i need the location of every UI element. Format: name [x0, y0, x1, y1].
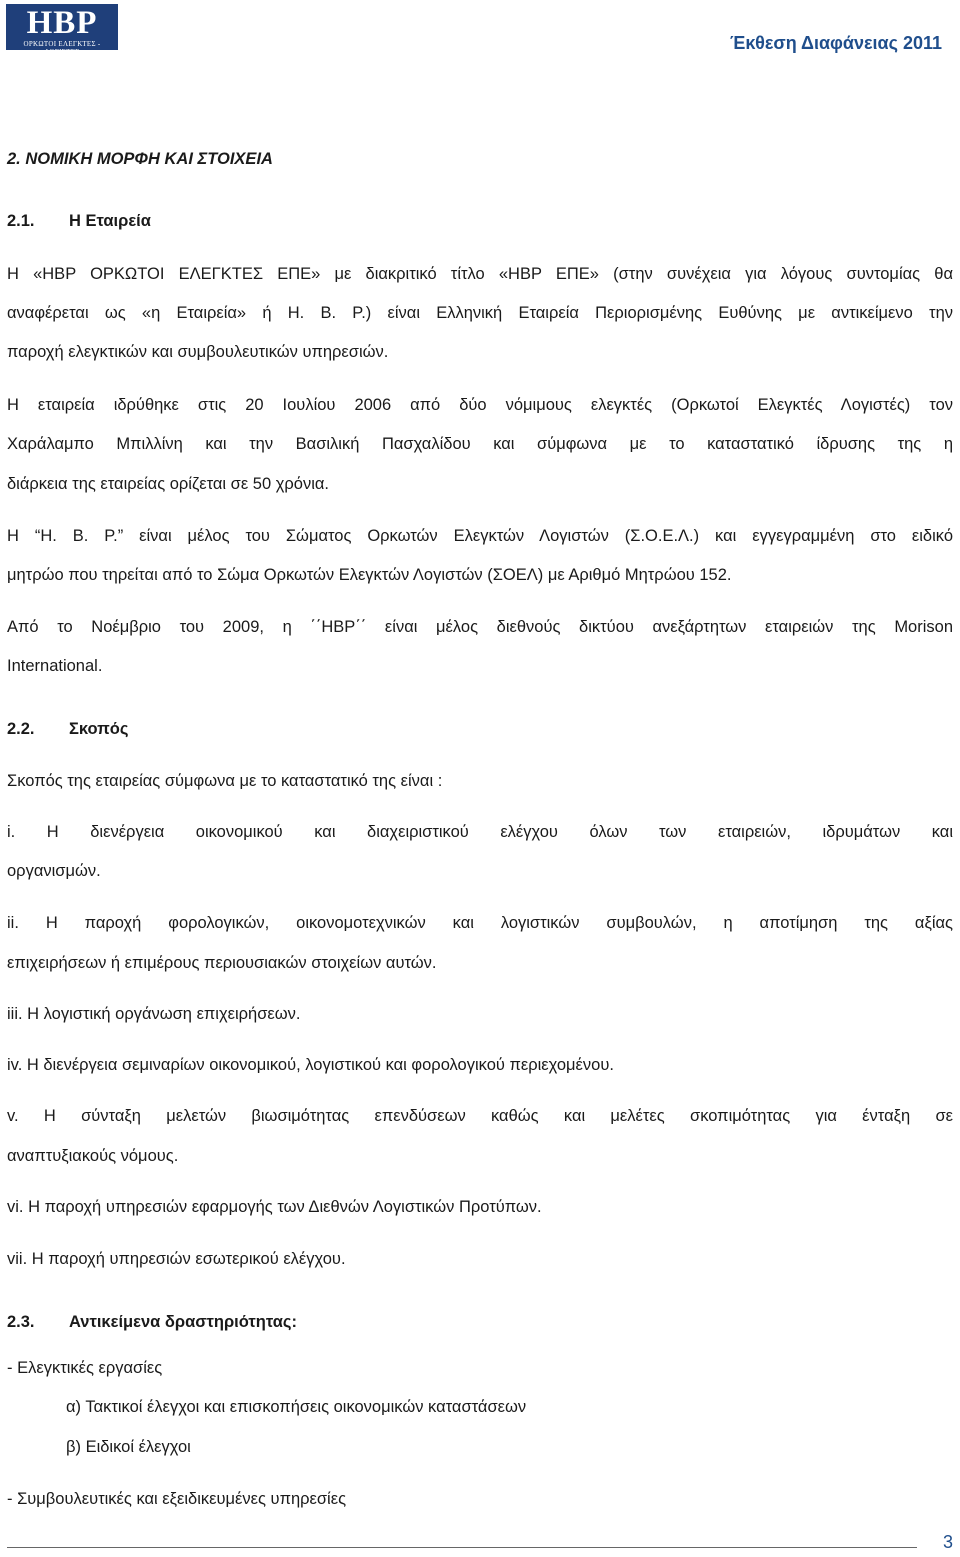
activity-subitem: β) Ειδικοί έλεγχοι — [66, 1438, 191, 1456]
section-heading: 2. ΝΟΜΙΚΗ ΜΟΡΦΗ ΚΑΙ ΣΤΟΙΧΕΙΑ — [7, 150, 273, 168]
subsection-2-2-heading — [7, 719, 128, 739]
paragraph-line: διάρκεια της εταιρείας ορίζεται σε 50 χρόνια. — [7, 475, 329, 493]
subsection-title: Αντικείμενα δραστηριότητας: — [69, 1313, 297, 1331]
page-header — [0, 0, 960, 60]
subsection-number: 2.3. — [7, 1313, 35, 1331]
activity-heading: - Συμβουλευτικές και εξειδικευμένες υπηρεσίες — [7, 1490, 347, 1508]
logo-subtitle: ΟΡΚΩΤΟΙ ΕΛΕΓΚΤΕΣ - ΛΟΓΙΣΤΕΣ — [23, 40, 101, 56]
subsection-number: 2.2. — [7, 720, 35, 738]
footer-divider — [7, 1547, 917, 1548]
hbp-logo — [6, 4, 118, 56]
paragraph-line: Χαράλαμπο Μπιλλίνη και την Βασιλική Πασχαλίδου και σύμφωνα με το καταστατικό ίδρυσης της η — [7, 435, 953, 453]
purpose-item-cont: οργανισμών. — [7, 862, 101, 880]
paragraph-line: παροχή ελεγκτικών και συμβουλευτικών υπηρεσιών. — [7, 343, 389, 361]
purpose-item: i. Η διενέργεια οικονομικού και διαχειριστικού ελέγχου όλων των εταιρειών, ιδρυμάτων και — [7, 823, 953, 841]
activity-subitem: α) Τακτικοί έλεγχοι και επισκοπήσεις οικονομικών καταστάσεων — [66, 1398, 527, 1416]
paragraph-line: Η «HBP ΟΡΚΩΤΟΙ ΕΛΕΓΚΤΕΣ ΕΠΕ» με διακριτικό τίτλο «HBP ΕΠΕ» (στην συνέχεια για λόγους συντομίας θα — [7, 265, 953, 283]
purpose-item-cont: επιχειρήσεων ή επιμέρους περιουσιακών στοιχείων αυτών. — [7, 954, 437, 972]
subsection-2-1-heading — [7, 211, 151, 231]
purpose-item: vii. Η παροχή υπηρεσιών εσωτερικού ελέγχου. — [7, 1250, 346, 1268]
paragraph-line: International. — [7, 657, 103, 675]
report-title: Έκθεση Διαφάνειας 2011 — [729, 33, 942, 53]
purpose-item: vi. Η παροχή υπηρεσιών εφαρμογής των Διεθνών Λογιστικών Προτύπων. — [7, 1198, 542, 1216]
subsection-number: 2.1. — [7, 212, 35, 230]
purpose-item: iv. Η διενέργεια σεμιναρίων οικονομικού, λογιστικού και φορολογικού περιεχομένου. — [7, 1056, 614, 1074]
subsection-2-3-heading — [7, 1312, 297, 1332]
purpose-item: iii. Η λογιστική οργάνωση επιχειρήσεων. — [7, 1005, 301, 1023]
purpose-item: v. Η σύνταξη μελετών βιωσιμότητας επενδύσεων καθώς και μελέτες σκοπιμότητας για ένταξη σε — [7, 1107, 953, 1125]
paragraph-line: Από το Νοέμβριο του 2009, η ΄΄HBP΄΄ είναι μέλος διεθνούς δικτύου ανεξάρτητων εταιρειών της Morison — [7, 618, 953, 636]
purpose-item-cont: αναπτυξιακούς νόμους. — [7, 1147, 179, 1165]
page-number: 3 — [942, 1532, 953, 1552]
activity-heading: - Ελεγκτικές εργασίες — [7, 1359, 163, 1377]
paragraph-line: Η εταιρεία ιδρύθηκε στις 20 Ιουλίου 2006 από δύο νόμιμους ελεγκτές (Ορκωτοί Ελεγκτές Λογιστές) τον — [7, 396, 953, 414]
logo-letters: HBP — [26, 5, 98, 41]
paragraph-line: μητρώο που τηρείται από το Σώμα Ορκωτών Ελεγκτών Λογιστών (ΣΟΕΛ) με Αριθμό Μητρώου 152. — [7, 566, 732, 584]
subsection-title: Η Εταιρεία — [69, 212, 151, 230]
subsection-title: Σκοπός — [69, 720, 129, 738]
paragraph-line: αναφέρεται ως «η Εταιρεία» ή Η. Β. Ρ.) είναι Ελληνική Εταιρεία Περιορισμένης Ευθύνης με αντικείμενο την — [7, 304, 953, 322]
paragraph-line: Η “Η. Β. Ρ.” είναι μέλος του Σώματος Ορκωτών Ελεγκτών Λογιστών (Σ.Ο.Ε.Λ.) και εγγεγραμμένη στο ειδικό — [7, 527, 953, 545]
purpose-intro: Σκοπός της εταιρείας σύμφωνα με το καταστατικό της είναι : — [7, 772, 443, 790]
purpose-item: ii. Η παροχή φορολογικών, οικονομοτεχνικών και λογιστικών συμβουλών, η αποτίμηση της αξίας — [7, 914, 953, 932]
